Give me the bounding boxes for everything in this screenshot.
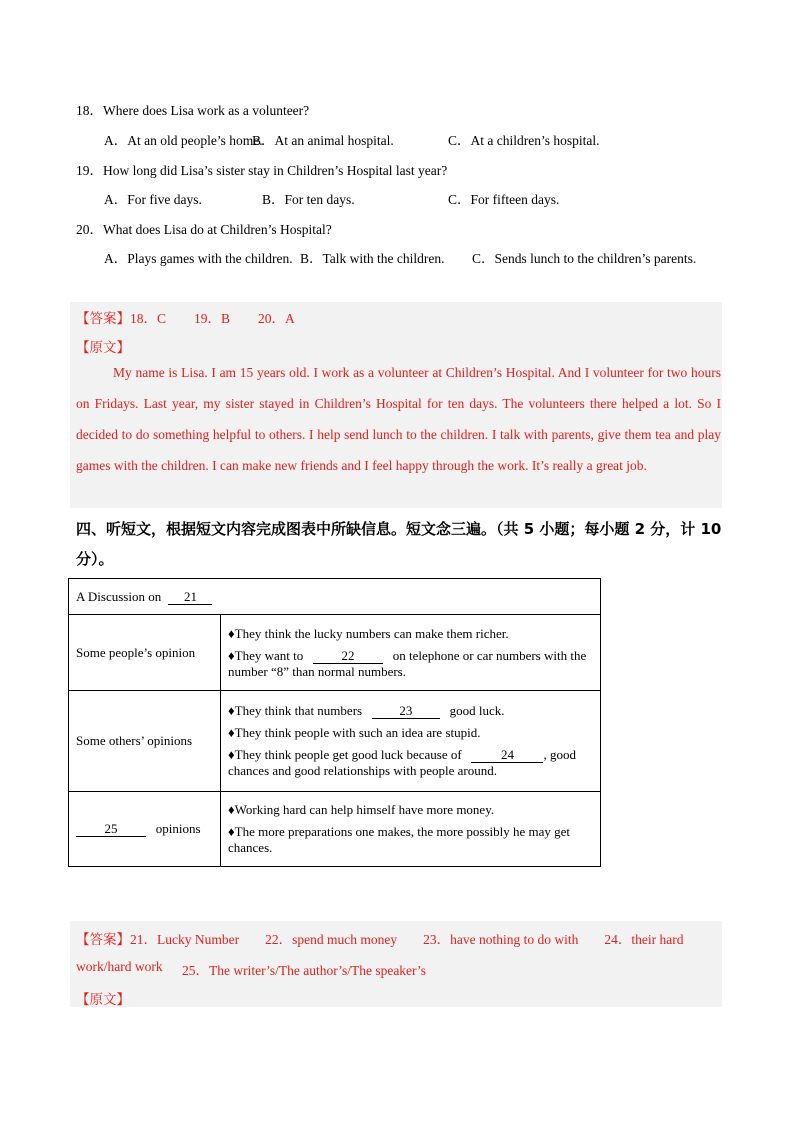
bullet-text: ♦They think the lucky numbers can make them richer. — [228, 625, 509, 641]
bullet-text: ♦They think that numbers 23 good luck. — [228, 703, 505, 718]
row-content-some-others — [221, 691, 601, 792]
answer-21: 21．Lucky Number — [130, 932, 240, 947]
section-4-title: 四、听短文，根据短文内容完成图表中所缺信息。短文念三遍。（共 5 小题；每小题 2 分，计 10 分）。 — [76, 520, 722, 568]
answer-label: 【答案】 — [76, 311, 130, 326]
blank-21: 21 — [168, 590, 212, 605]
bullet-text: ♦They think people with such an idea are stupid. — [228, 725, 481, 740]
table-header-row — [69, 579, 601, 615]
bullet-text: ♦Working hard can help himself have more money. — [228, 802, 495, 817]
answer-22: 22．spend much money — [265, 932, 398, 947]
answer-23: 23．have nothing to do with — [423, 932, 579, 947]
question-19-stem: 19．How long did Lisa’s sister stay in Children’s Hospital last year? — [76, 163, 448, 178]
blank-23: 23 — [372, 704, 440, 719]
table-row — [69, 792, 601, 867]
answer-label: 【答案】 — [76, 932, 130, 947]
bullet-text: ♦They want to 22 on telephone or car numbers with the number “8” than normal numbers. — [228, 647, 587, 679]
question-20-option-c: C．Sends lunch to the children’s parents. — [472, 251, 697, 266]
answer-20: 20．A — [258, 311, 295, 326]
discussion-table — [68, 578, 601, 867]
row-label-some-people: Some people’s opinion — [69, 615, 221, 691]
transcript-paragraph: My name is Lisa. I am 15 years old. I work as a volunteer at Children’s Hospital. And I volunteer for two hours on Fridays. Last year, my sister stayed in Children’s Hospital for ten days. The volunteers there helped a lot. So I decided to do something helpful to others. I help send lunch to the children. I talk with parents, give them tea and play games with the children. I can make new friends and I feel happy through the work. It’s really a great job. — [76, 365, 721, 473]
table-header-text: A Discussion on — [76, 588, 162, 604]
row-content-some-people — [221, 615, 601, 691]
blank-25: 25 — [76, 822, 146, 837]
question-20-option-a: A．Plays games with the children. — [104, 251, 293, 266]
question-19-option-c: C．For fifteen days. — [448, 192, 560, 207]
answer-25: 25．The writer’s/The author’s/The speaker’s — [182, 963, 427, 978]
answer-line-2b — [76, 959, 426, 979]
table-row — [69, 615, 601, 691]
table-header-cell — [69, 579, 601, 615]
question-18-stem: 18．Where does Lisa work as a volunteer? — [76, 103, 310, 118]
bullet-text: ♦The more preparations one makes, the more possibly he may get chances. — [228, 824, 571, 855]
question-18-option-a: A．At an old people’s home. — [104, 133, 263, 148]
answer-line-2a — [76, 928, 683, 948]
blank-22: 22 — [313, 649, 383, 664]
answer-24: 24．their hard — [604, 932, 684, 947]
answer-box-1 — [70, 302, 722, 508]
row-label-25: 25 opinions — [69, 792, 221, 867]
blank-24: 24 — [471, 748, 543, 763]
transcript-label: 【原文】 — [76, 340, 130, 355]
answer-24-continued: work/hard work — [76, 959, 163, 974]
question-18-option-c: C．At a children’s hospital. — [448, 133, 600, 148]
table-row — [69, 691, 601, 792]
row-content-25 — [221, 792, 601, 867]
question-19-option-a: A．For five days. — [104, 192, 202, 207]
question-20-option-b: B．Talk with the children. — [300, 251, 445, 266]
question-18-option-b: B．At an animal hospital. — [252, 133, 394, 148]
answer-box-2 — [70, 921, 722, 1007]
row-label-some-others: Some others’ opinions — [69, 691, 221, 792]
question-19-option-b: B．For ten days. — [262, 192, 355, 207]
transcript-label-2: 【原文】 — [76, 992, 130, 1007]
question-20-stem: 20．What does Lisa do at Children’s Hospital? — [76, 222, 332, 237]
bullet-text: ♦They think people get good luck because of 24 , good chances and good relationships with people around. — [228, 747, 576, 778]
answer-18: 18．C — [130, 311, 167, 326]
answer-19: 19．B — [194, 311, 231, 326]
answer-line-1 — [76, 307, 295, 327]
